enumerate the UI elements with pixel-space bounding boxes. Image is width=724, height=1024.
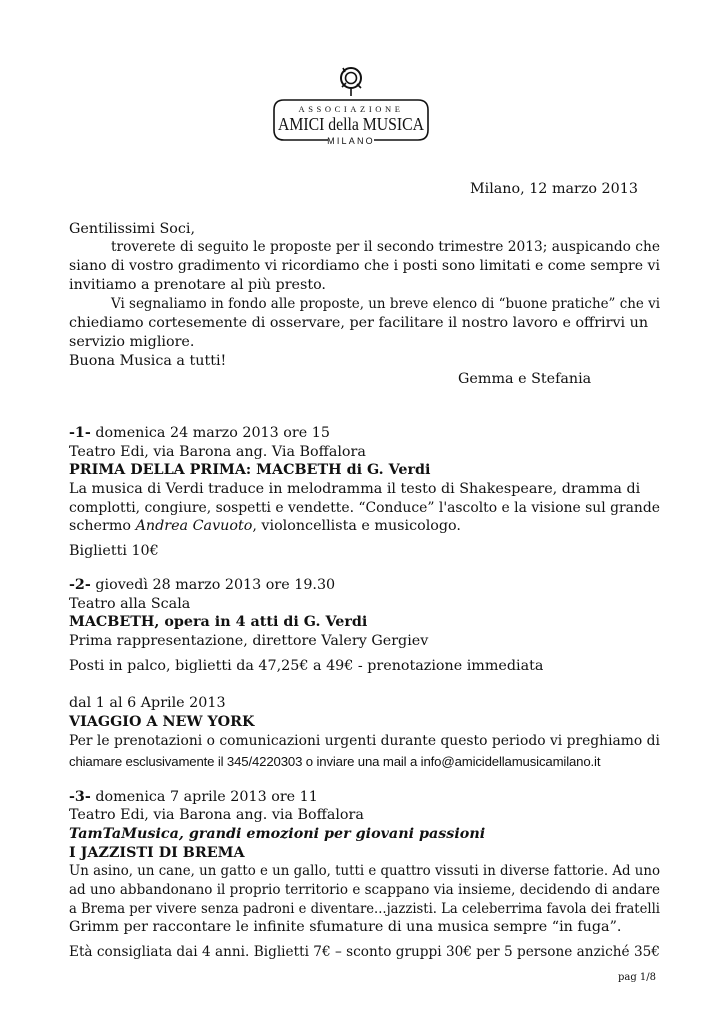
intro-line: troverete di seguito le proposte per il secondo trimestre 2013; auspicando che	[111, 239, 661, 255]
event-description-line: La musica di Verdi traduce in melodramma il testo di Shakespeare, dramma di	[69, 481, 641, 497]
event-description-line	[69, 517, 461, 536]
event-description-line: complotti, congiure, sospetti e vendette. “Conduce” l'ascolto e la visione sul grande	[69, 500, 661, 516]
logo-top-text: ASSOCIAZIONE	[298, 104, 404, 114]
trip-description-line: Per le prenotazioni o comunicazioni urgenti durante questo periodo vi preghiamo di	[69, 733, 660, 749]
event-description-line: a Brema per vivere senza padroni e diventare...jazzisti. La celeberrima favola dei fratelli	[69, 901, 660, 917]
text-segment: schermo	[69, 518, 136, 534]
trip-dates: dal 1 al 6 Aprile 2013	[69, 695, 226, 711]
event-title: I JAZZISTI DI BREMA	[69, 845, 245, 861]
logo-main-text: AMICI della MUSICA	[278, 114, 425, 134]
trip-contact-line: chiamare esclusivamente il 345/4220303 o inviare una mail a info@amicidellamusicamilano.it	[69, 754, 601, 769]
closing-line: Buona Musica a tutti!	[69, 353, 227, 369]
greeting: Gentilissimi Soci,	[69, 221, 195, 237]
violin-scroll-icon	[341, 68, 361, 96]
event-description-line: Grimm per raccontare le infinite sfumature di una musica sempre “in fuga”.	[69, 919, 622, 935]
event-date: domenica 24 marzo 2013 ore 15	[90, 425, 330, 441]
signature: Gemma e Stefania	[458, 371, 592, 387]
intro-line: siano di vostro gradimento vi ricordiamo che i posti sono limitati e come sempre vi	[69, 258, 660, 274]
event-tickets: Posti in palco, biglietti da 47,25€ a 49€ - prenotazione immediata	[69, 658, 544, 674]
intro-line: invitiamo a prenotare al più presto.	[69, 277, 326, 293]
event-title: PRIMA DELLA PRIMA: MACBETH di G. Verdi	[69, 462, 431, 478]
date-line: Milano, 12 marzo 2013	[470, 181, 638, 197]
event-description-line: Un asino, un cane, un gatto e un gallo, tutti e quattro vissuti in diverse fattorie. Ad uno	[69, 863, 660, 879]
event-heading	[69, 576, 335, 595]
intro-line: chiediamo cortesemente di osservare, per facilitare il nostro lavoro e offrirvi un	[69, 315, 649, 331]
event-number: -2-	[69, 577, 91, 593]
text-segment: , violoncellista e musicologo.	[252, 518, 461, 534]
event-tickets: Età consigliata dai 4 anni. Biglietti 7€ – sconto gruppi 30€ per 5 persone anziché 35€	[69, 944, 660, 960]
event-title: MACBETH, opera in 4 atti di G. Verdi	[69, 614, 368, 630]
performer-name: Andrea Cavuoto	[135, 518, 253, 534]
association-logo	[272, 66, 430, 152]
intro-line: Vi segnaliamo in fondo alle proposte, un breve elenco di “buone pratiche” che vi	[111, 296, 661, 312]
event-heading	[69, 424, 330, 443]
event-venue: Teatro alla Scala	[69, 596, 191, 612]
event-description-line: Prima rappresentazione, direttore Valery Gergiev	[69, 633, 429, 649]
logo-bottom-text: MILANO	[327, 136, 375, 146]
event-venue: Teatro Edi, via Barona ang. via Boffalora	[69, 807, 364, 823]
event-number: -3-	[69, 789, 91, 805]
event-heading	[69, 788, 318, 807]
trip-title: VIAGGIO A NEW YORK	[69, 714, 255, 730]
intro-line: servizio migliore.	[69, 334, 195, 350]
event-tickets: Biglietti 10€	[69, 543, 159, 559]
event-subtitle: TamTaMusica, grandi emozioni per giovani passioni	[69, 826, 486, 842]
event-description-line: ad uno abbandonano il proprio territorio e scappano via insieme, decidendo di andare	[69, 882, 661, 898]
event-number: -1-	[69, 425, 91, 441]
event-date: domenica 7 aprile 2013 ore 11	[90, 789, 318, 805]
event-date: giovedì 28 marzo 2013 ore 19.30	[90, 577, 336, 593]
event-venue: Teatro Edi, via Barona ang. Via Boffalora	[69, 444, 366, 460]
page-number: pag 1/8	[617, 972, 656, 983]
